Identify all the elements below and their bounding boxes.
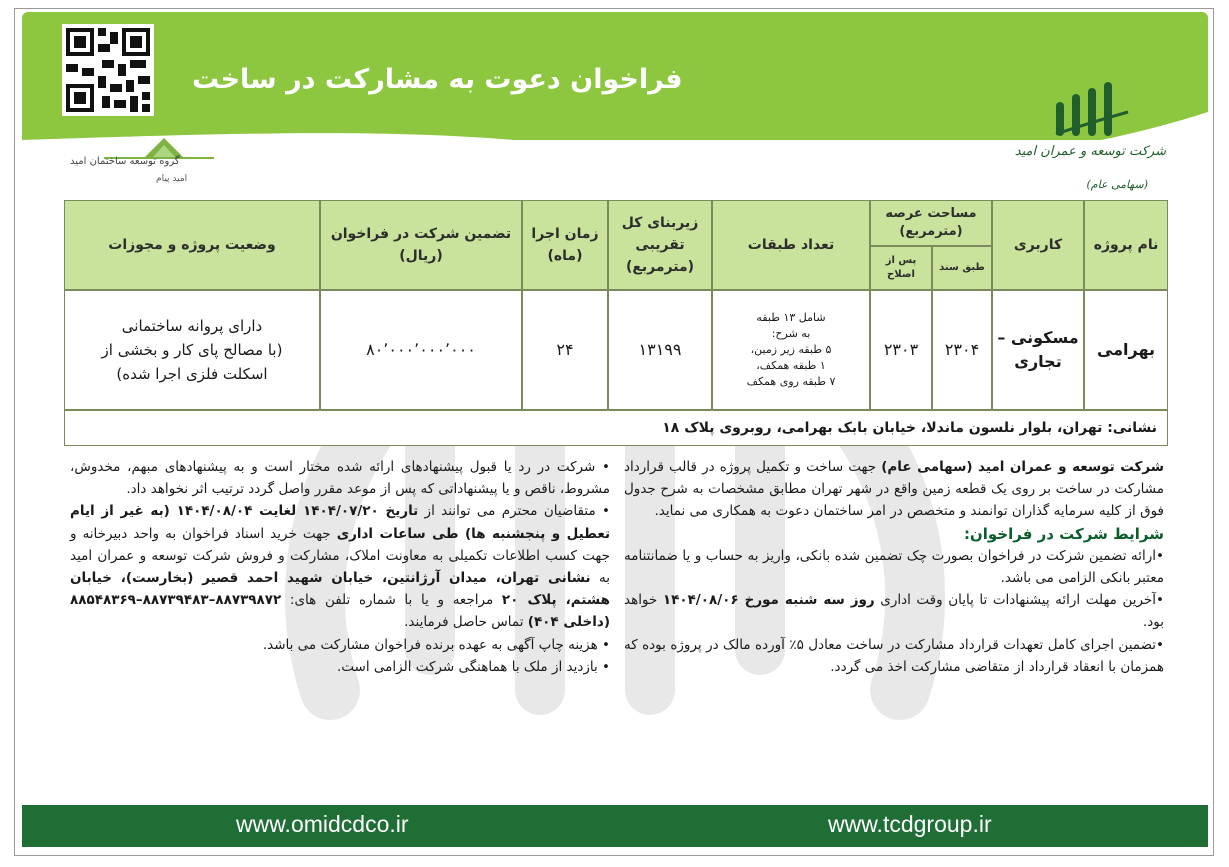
- cell-duration: ۲۴: [522, 290, 608, 410]
- header-guarantee: تضمین شرکت در فراخوان (ریال): [320, 200, 522, 290]
- footer-url-tcdgroup[interactable]: www.tcdgroup.ir: [828, 811, 992, 837]
- floors-line-3: ۵ طبقه زیر زمین،: [750, 343, 832, 356]
- company-bars-icon: [1052, 82, 1132, 138]
- header-status: وضعیت پروژه و مجوزات: [64, 200, 320, 290]
- header-usage: کاربری: [992, 200, 1084, 290]
- condition-3: •تضمین اجرای کامل تعهدات قرارداد مشارکت در ساخت معادل ۵٪ آورده مالک در پروژه بوده که همزمان با انعقاد قرارداد از متقاضی مشارکت اخذ می گردد.: [624, 636, 1164, 675]
- header-land-area-deed: طبق سند: [932, 246, 992, 290]
- condition-2-deadline: روز سه شنبه مورخ ۱۴۰۴/۰۸/۰۶: [662, 592, 875, 609]
- right-column: [624, 456, 1164, 678]
- condition-1: •ارائه تضمین شرکت در فراخوان بصورت چک تضمین شده بانکی، واریز به حساب و یا ضمانتنامه معتبر بانکی الزامی می باشد.: [624, 547, 1164, 587]
- condition-2: [624, 589, 1164, 633]
- company-logo-sub: (سهامی عام): [1086, 178, 1148, 191]
- company-logo: [1016, 82, 1166, 200]
- footer-url-omidcdco[interactable]: www.omidcdco.ir: [236, 811, 409, 837]
- page-title: فراخوان دعوت به مشارکت در ساخت: [192, 64, 683, 95]
- cell-guarantee: ۸۰٬۰۰۰٬۰۰۰٬۰۰۰: [320, 290, 522, 410]
- project-table: [64, 200, 1168, 452]
- company-logo-text: شرکت توسعه و عمران امید: [1014, 144, 1166, 159]
- status-line-2: (با مصالح پای کار و بخشی از: [101, 341, 283, 359]
- condition-2-end: خواهد بود.: [624, 592, 1164, 631]
- floors-line-1: شامل ۱۳ طبقه: [756, 311, 826, 324]
- status-line-3: اسکلت فلزی اجرا شده): [116, 365, 268, 383]
- status-line-1: دارای پروانه ساختمانی: [121, 317, 263, 335]
- p2-a: • متقاضیان محترم می توانند از: [418, 503, 610, 520]
- header-total-area: زیربنای کل تقریبی (مترمربع): [608, 200, 712, 290]
- group-logo-text: گروه توسعه ساختمان امید: [70, 156, 180, 167]
- group-logo-sub: امید پیام: [156, 174, 188, 184]
- p2-address: نشانی تهران، میدان آرژانتین، خیابان شهید احمد قصیر (بخارست)، خیابان هشتم، پلاک ۲۰: [70, 570, 610, 609]
- left-paragraph-3: • هزینه چاپ آگهی به عهده برنده فراخوان مشارکت می باشد.: [262, 636, 610, 653]
- p2-dates: تاریخ ۱۴۰۴/۰۷/۲۰ لغایت ۱۴۰۴/۰۸/۰۴ (به غیر از ایام تعطیل و پنجشنبه ها) طی ساعات اداری: [70, 503, 611, 542]
- footer: [22, 805, 1208, 847]
- address-row: نشانی: تهران، بلوار نلسون ماندلا، خیابان بابک بهرامی، روبروی پلاک ۱۸: [64, 410, 1168, 446]
- condition-2-start: •آخرین مهلت ارائه پیشنهادات تا پایان وقت اداری: [874, 592, 1164, 609]
- cell-area-corrected: ۲۳۰۳: [870, 290, 932, 410]
- header: [22, 12, 1208, 202]
- left-column: [70, 456, 610, 678]
- left-paragraph-4: • بازدید از ملک با هماهنگی شرکت الزامی است.: [337, 658, 610, 675]
- p2-e: مراجعه و یا با شماره تلفن های:: [281, 592, 502, 609]
- group-logo: [64, 136, 254, 196]
- conditions-title: شرایط شرکت در فراخوان:: [963, 524, 1164, 543]
- floors-line-5: ۷ طبقه روی همکف: [746, 375, 836, 388]
- cell-floors: [712, 290, 870, 410]
- intro-company: شرکت توسعه و عمران امید (سهامی عام): [881, 459, 1165, 475]
- cell-status: [64, 290, 320, 410]
- floors-line-4: ۱ طبقه همکف،: [756, 359, 826, 372]
- cell-usage: مسکونی – تجاری: [992, 290, 1084, 410]
- left-paragraph-1: • شرکت در رد یا قبول پیشنهادهای ارائه شده مختار است و به پیشنهادهای مبهم، مخدوش، مشروط، ناقص و یا پیشنهاداتی که پس از موعد مقرر واصل گردد ترتیب اثر نخواهد داد.: [70, 459, 610, 498]
- header-floors: تعداد طبقات: [712, 200, 870, 290]
- header-land-area: مساحت عرصه (مترمربع): [870, 200, 992, 246]
- p2-g: تماس حاصل فرمایند.: [404, 614, 528, 631]
- header-project-name: نام پروژه: [1084, 200, 1168, 290]
- header-land-area-corrected: پس از اصلاح: [870, 246, 932, 290]
- floors-line-2: به شرح:: [771, 327, 811, 340]
- intro-text: جهت ساخت و تکمیل پروژه در قالب قرارداد مشارکت در ساخت بر روی یک قطعه زمین واقع در شهر تهران مطابق مشخصات به شرح جدول فوق از کلیه سرمایه گذاران توانمند و متخصص در امر ساختمان دعوت به همکاری می نماید.: [624, 459, 1164, 520]
- p2-phones: ۸۸۷۳۹۸۷۲–۸۸۷۳۹۴۸۳–۸۸۵۴۸۳۶۹ (داخلی ۴۰۴): [70, 592, 610, 631]
- cell-total-area: ۱۳۱۹۹: [608, 290, 712, 410]
- left-paragraph-2: [70, 500, 610, 633]
- cell-area-deed: ۲۳۰۴: [932, 290, 992, 410]
- qr-code-icon: [62, 24, 154, 116]
- intro-paragraph: [624, 456, 1164, 523]
- p2-c: جهت خرید اسناد فراخوان به واحد دبیرخانه و جهت کسب اطلاعات تکمیلی به معاونت املاک، مشارکت و فروش شرکت توسعه و عمران امید به: [70, 525, 610, 587]
- cell-project-name: بهرامی: [1084, 290, 1168, 410]
- header-duration: زمان اجرا (ماه): [522, 200, 608, 290]
